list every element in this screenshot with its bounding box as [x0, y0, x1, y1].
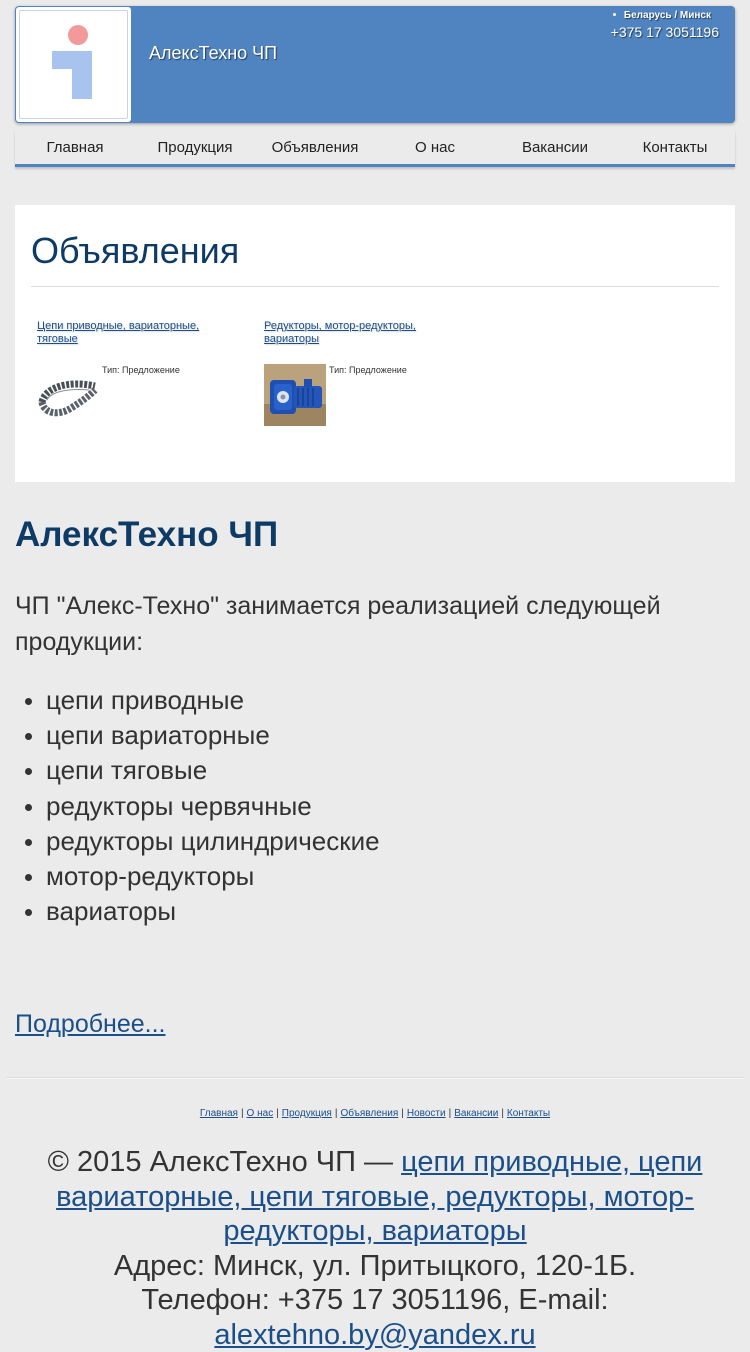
list-item: редукторы цилиндрические	[15, 824, 715, 859]
nav-item-about[interactable]: О нас	[415, 139, 455, 156]
footer-link-about[interactable]: О нас	[246, 1108, 274, 1119]
separator: |	[401, 1108, 404, 1119]
nav-item-products[interactable]: Продукция	[157, 139, 233, 156]
region-label: Беларусь / Минск	[623, 10, 711, 21]
announcements-title: Объявления	[31, 230, 240, 271]
separator: |	[276, 1108, 279, 1119]
list-item: вариаторы	[15, 894, 715, 929]
list-item: цепи тяговые	[15, 753, 715, 788]
footer-link-news[interactable]: Новости	[406, 1108, 446, 1119]
product-list	[15, 683, 715, 929]
nav-item-contacts[interactable]: Контакты	[642, 139, 708, 156]
list-item: редукторы червячные	[15, 789, 715, 824]
announcement-link[interactable]: Цепи приводные, вариаторные, тяговые	[37, 320, 200, 345]
footer-link-vacancies[interactable]: Вакансии	[454, 1108, 499, 1119]
logo-i-icon	[20, 11, 129, 120]
main-nav	[15, 131, 735, 167]
footer-copyright	[25, 1145, 725, 1352]
separator: |	[240, 1108, 244, 1119]
site-name[interactable]: АлексТехно ЧП	[149, 43, 278, 63]
list-item: цепи вариаторные	[15, 718, 715, 753]
more-link[interactable]: Подробнее...	[15, 1010, 166, 1038]
separator: |	[448, 1108, 452, 1119]
bullet-icon	[613, 13, 616, 16]
divider	[31, 286, 719, 287]
announcements-panel	[15, 205, 735, 482]
company-title: АлексТехно ЧП	[15, 515, 279, 554]
footer-address: Адрес: Минск, ул. Притыцкого, 120-1Б.	[113, 1249, 637, 1282]
announcement-link[interactable]: Редукторы, мотор-редукторы, вариаторы	[264, 320, 416, 345]
announcement-type: Тип: Предложение	[102, 365, 180, 375]
footer-link-products[interactable]: Продукция	[281, 1108, 332, 1119]
footer-nav	[0, 1108, 750, 1119]
list-item: цепи приводные	[15, 683, 715, 718]
footer-link-announcements[interactable]: Объявления	[340, 1108, 399, 1119]
announcement-item	[264, 320, 464, 375]
footer-link-contacts[interactable]: Контакты	[506, 1108, 551, 1119]
footer-email-link[interactable]: alextehno.by@yandex.ru	[214, 1318, 536, 1351]
nav-item-announcements[interactable]: Объявления	[271, 139, 359, 156]
footer-divider	[6, 1077, 744, 1079]
region-selector[interactable]	[613, 10, 711, 21]
footer-link-home[interactable]: Главная	[199, 1108, 238, 1119]
announcement-type: Тип: Предложение	[329, 365, 407, 375]
logo[interactable]	[16, 7, 131, 122]
nav-item-home[interactable]: Главная	[46, 139, 104, 156]
announcement-item	[37, 320, 237, 375]
site-header	[15, 6, 735, 123]
company-intro: ЧП "Алекс-Техно" занимается реализацией следующей продукции:	[15, 592, 661, 656]
nav-item-vacancies[interactable]: Вакансии	[521, 139, 589, 156]
footer-products-link[interactable]: цепи приводные, цепи вариаторные, цепи тяговые, редукторы, мотор-редукторы, вариаторы	[56, 1146, 703, 1247]
footer-phone: Телефон: +375 17 3051196, E-mail:	[141, 1284, 609, 1316]
header-phone: +375 17 3051196	[610, 24, 719, 40]
chain-image[interactable]	[37, 364, 99, 426]
copyright-text: © 2015 АлексТехно ЧП —	[47, 1146, 402, 1178]
list-item: мотор-редукторы	[15, 859, 715, 894]
separator: |	[501, 1108, 504, 1119]
gearmotor-image[interactable]	[264, 364, 326, 426]
separator: |	[334, 1108, 338, 1119]
logo-frame	[19, 10, 128, 119]
